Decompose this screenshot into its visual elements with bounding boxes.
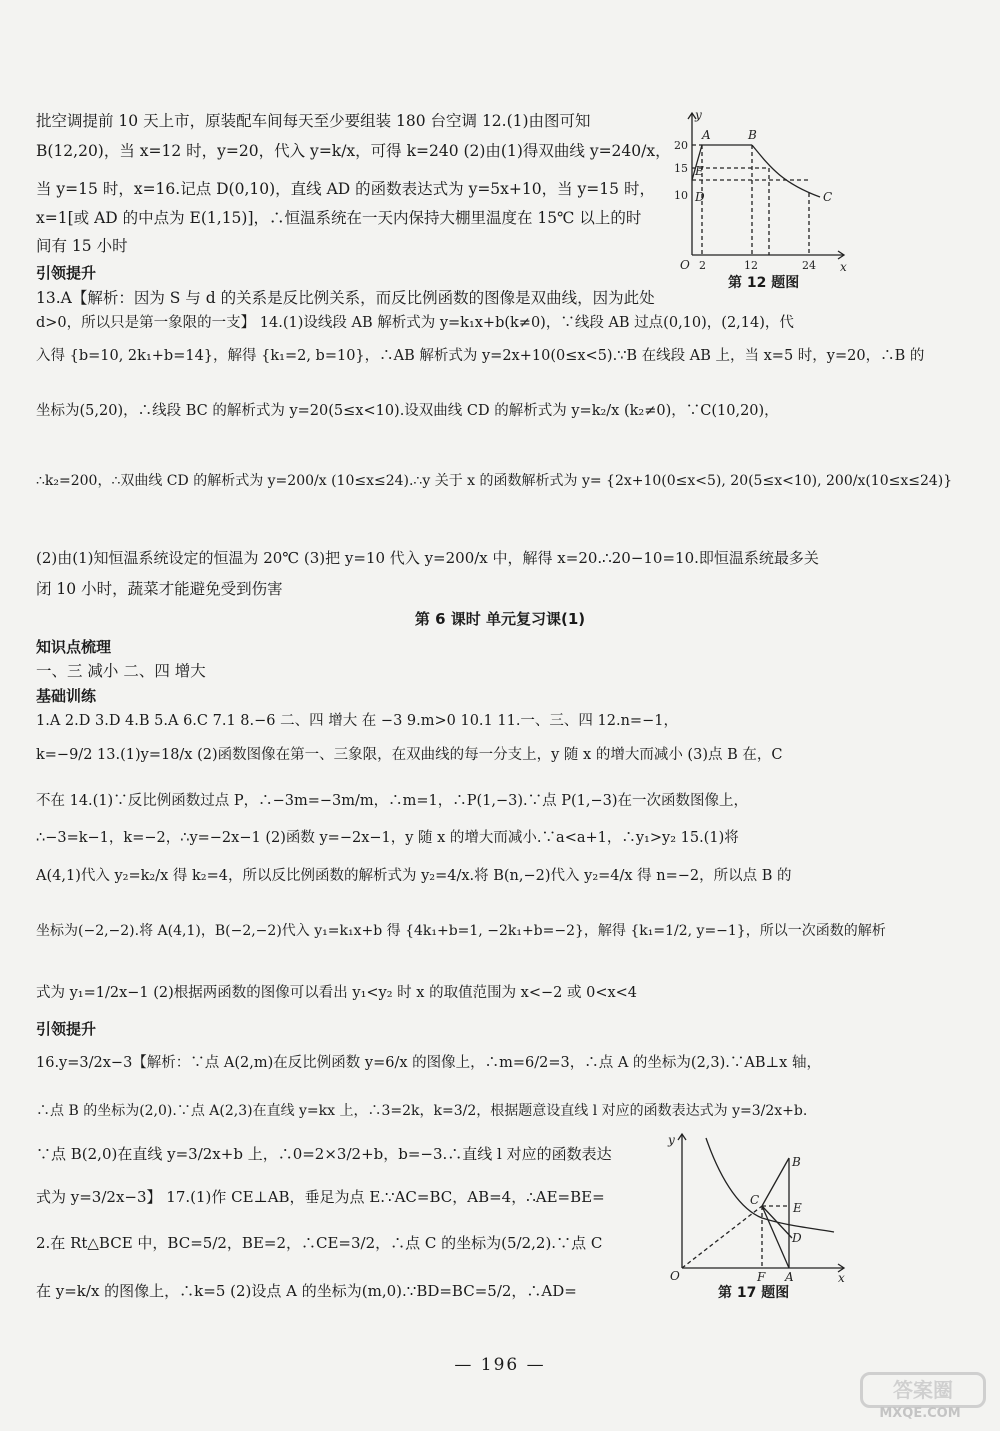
- text-line: B(12,20)，当 x=12 时，y=20，代入 y=k/x，可得 k=240 (2)由(1)得双曲线 y=240/x，: [36, 142, 671, 160]
- text-line: k=−9/2 13.(1)y=18/x (2)函数图像在第一、三象限，在双曲线的每一分支上，y 随 x 的增大而减小 (3)点 B 在，C: [36, 747, 783, 763]
- section-heading: 基础训练: [36, 687, 97, 705]
- figure-17-caption: 第 17 题图: [718, 1285, 790, 1301]
- text-line: 一、三 减小 二、四 增大: [36, 662, 206, 680]
- text-line: 间有 15 小时: [36, 237, 128, 255]
- text-line: 1.A 2.D 3.D 4.B 5.A 6.C 7.1 8.−6 二、四 增大 在 −3 9.m>0 10.1 11.一、三、四 12.n=−1，: [36, 713, 678, 729]
- text-line: (2)由(1)知恒温系统设定的恒温为 20℃ (3)把 y=10 代入 y=200/x 中，解得 x=20.∴20−10=10.即恒温系统最多关: [36, 549, 819, 567]
- text-line: 不在 14.(1)∵反比例函数过点 P，∴−3m=−3m/m，∴m=1，∴P(1,−3).∵点 P(1,−3)在一次函数图像上，: [36, 793, 749, 809]
- page-number: — 196 —: [454, 1355, 546, 1375]
- text-line: d>0，所以只是第一象限的一支】 14.(1)设线段 AB 解析式为 y=k₁x+b(k≠0)，∵线段 AB 过点(0,10)，(2,14)，代: [36, 315, 794, 331]
- point-label-c: C: [823, 190, 833, 204]
- text-line: 坐标为(5,20)，∴线段 BC 的解析式为 y=20(5≤x<10).设双曲线 CD 的解析式为 y=k₂/x (k₂≠0)，∵C(10,20)，: [36, 403, 779, 419]
- text-line: 16.y=3/2x−3【解析：∵点 A(2,m)在反比例函数 y=6/x 的图像上，∴m=6/2=3，∴点 A 的坐标为(2,3).∵AB⊥x 轴，: [36, 1055, 821, 1071]
- watermark-title: 答案圈: [860, 1372, 986, 1408]
- text-line: x=1[或 AD 的中点为 E(1,15)]，∴恒温系统在一天内保持大棚里温度在 15℃ 以上的时: [36, 209, 642, 227]
- y-tick-label: 15: [674, 162, 688, 175]
- x-tick-label: 2: [699, 259, 706, 272]
- text-line: ∴−3=k−1，k=−2，∴y=−2x−1 (2)函数 y=−2x−1，y 随 x 的增大而减小.∵a<a+1，∴y₁>y₂ 15.(1)将: [36, 830, 739, 846]
- figure-12-caption: 第 12 题图: [728, 275, 800, 291]
- text-line: ∴点 B 的坐标为(2,0).∵点 A(2,3)在直线 y=kx 上，∴3=2k，k=3/2，根据题意设直线 l 对应的函数表达式为 y=3/2x+b.: [36, 1103, 808, 1119]
- section-heading: 引领提升: [36, 1020, 97, 1038]
- point-label-a: A: [785, 1270, 794, 1283]
- text-line: ∵点 B(2,0)在直线 y=3/2x+b 上，∴0=2×3/2+b，b=−3.∴直线 l 对应的函数表达: [36, 1145, 612, 1163]
- text-line: A(4,1)代入 y₂=k₂/x 得 k₂=4，所以反比例函数的解析式为 y₂=4/x.将 B(n,−2)代入 y₂=4/x 得 n=−2，所以点 B 的: [36, 868, 792, 884]
- watermark-logo: [860, 1372, 980, 1420]
- axis-label-x: x: [840, 260, 847, 274]
- text-line: 式为 y=3/2x−3】 17.(1)作 CE⊥AB，垂足为点 E.∵AC=BC，AB=4，∴AE=BE=: [36, 1188, 605, 1206]
- point-label-d: D: [792, 1231, 802, 1245]
- y-tick-label: 10: [674, 189, 688, 202]
- axis-label-y: y: [668, 1133, 675, 1147]
- point-label-b: B: [748, 128, 757, 142]
- text-line: 入得 {b=10, 2k₁+b=14}，解得 {k₁=2, b=10}，∴AB 解析式为 y=2x+10(0≤x<5).∵B 在线段 AB 上，当 x=5 时，y=20，∴B 的: [36, 348, 925, 364]
- axis-label-y: y: [695, 108, 702, 122]
- figure-12-graph: [672, 105, 852, 275]
- axis-label-x: x: [838, 1271, 845, 1283]
- point-label-a: A: [702, 128, 711, 142]
- y-tick-label: 20: [674, 139, 688, 152]
- text-line: 闭 10 小时，蔬菜才能避免受到伤害: [36, 580, 283, 598]
- text-line: ∴k₂=200，∴双曲线 CD 的解析式为 y=200/x (10≤x≤24).∴y 关于 x 的函数解析式为 y= {2x+10(0≤x<5), 20(5≤x<10), 200/x(10≤x≤24)}: [36, 473, 953, 489]
- text-line: 当 y=15 时，x=16.记点 D(0,10)，直线 AD 的函数表达式为 y=5x+10，当 y=15 时，: [36, 180, 655, 198]
- text-line: 式为 y₁=1/2x−1 (2)根据两函数的图像可以看出 y₁<y₂ 时 x 的取值范围为 x<−2 或 0<x<4: [36, 985, 638, 1001]
- point-label-e: E: [793, 1201, 802, 1215]
- watermark-url: MXQE.COM: [879, 1406, 961, 1421]
- x-tick-label: 12: [744, 259, 758, 272]
- point-label-f: F: [757, 1270, 766, 1283]
- point-label-d: D: [695, 190, 705, 204]
- text-line: 批空调提前 10 天上市，原装配车间每天至少要组装 180 台空调 12.(1)由图可知: [36, 112, 591, 130]
- figure-17-graph: [662, 1128, 852, 1283]
- point-label-c: C: [750, 1193, 760, 1207]
- point-label-b: B: [792, 1155, 801, 1169]
- text-line: 13.A【解析：因为 S 与 d 的关系是反比例关系，而反比例函数的图像是双曲线，因为此处: [36, 289, 655, 307]
- text-line: 在 y=k/x 的图像上，∴k=5 (2)设点 A 的坐标为(m,0).∵BD=BC=5/2，∴AD=: [36, 1282, 577, 1300]
- text-line: 2.在 Rt△BCE 中，BC=5/2，BE=2，∴CE=3/2，∴点 C 的坐标为(5/2,2).∵点 C: [36, 1234, 603, 1252]
- origin-label: O: [680, 258, 690, 272]
- point-label-e: E: [695, 164, 704, 178]
- section-heading: 引领提升: [36, 264, 97, 282]
- text-line: 坐标为(−2,−2).将 A(4,1)，B(−2,−2)代入 y₁=k₁x+b 得 {4k₁+b=1, −2k₁+b=−2}，解得 {k₁=1/2, y=−1}，所以一次函数的解析: [36, 923, 886, 939]
- x-tick-label: 24: [802, 259, 816, 272]
- origin-label: O: [670, 1269, 680, 1283]
- section-heading: 知识点梳理: [36, 638, 112, 656]
- lesson-title: 第 6 课时 单元复习课(1): [414, 610, 586, 628]
